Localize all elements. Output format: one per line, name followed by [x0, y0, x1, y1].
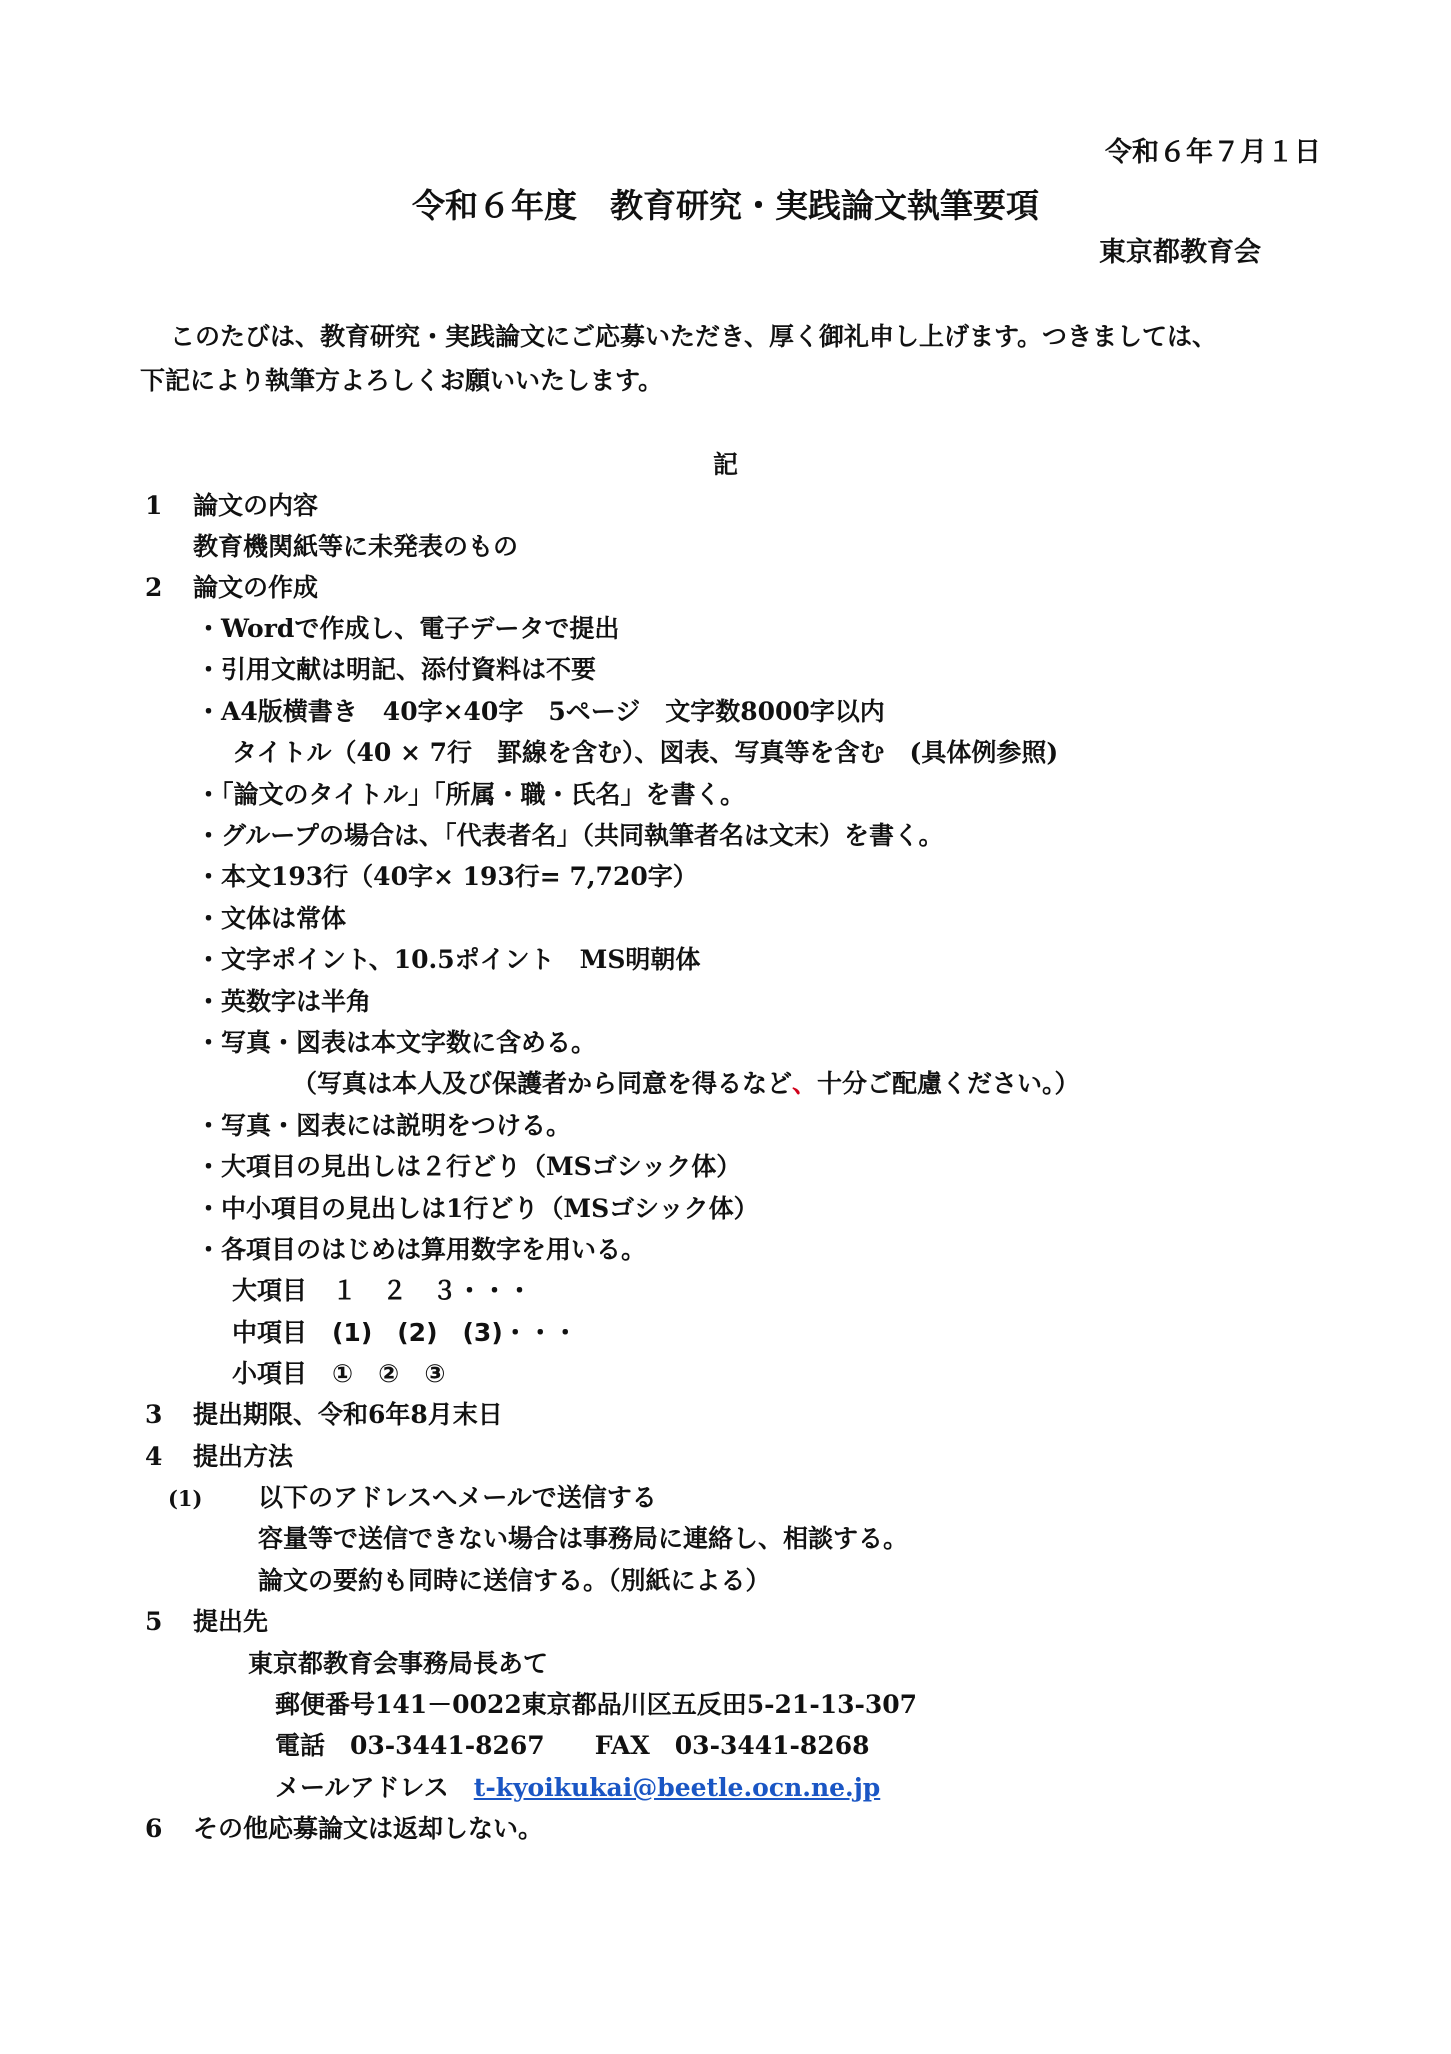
list-item: ・引用文献は明記、添付資料は不要	[196, 655, 597, 684]
document-title: 令和６年度 教育研究・実践論文執筆要項	[412, 186, 1039, 225]
email-link[interactable]: t-kyoikukai@beetle.ocn.ne.jp	[473, 1773, 881, 1802]
note-text: （写真は本人及び保護者から同意を得るなど	[292, 1069, 793, 1098]
submission-line: 容量等で送信できない場合は事務局に連絡し、相談する。	[258, 1524, 909, 1553]
red-comma: 、	[792, 1069, 818, 1098]
list-item: ・本文193行（40字× 193行= 7,720字）	[196, 862, 698, 891]
section-4-number: 4	[145, 1442, 163, 1471]
list-item: ・Wordで作成し、電子データで提出	[196, 614, 620, 643]
section-3-number: 3	[145, 1400, 163, 1429]
section-1-heading: 論文の内容	[193, 491, 319, 520]
list-item: ・各項目のはじめは算用数字を用いる。	[196, 1235, 647, 1264]
section-5-number: 5	[145, 1607, 163, 1636]
submission-line: 以下のアドレスへメールで送信する	[258, 1483, 657, 1512]
organization-name: 東京都教育会	[1099, 237, 1261, 268]
section-5-heading: 提出先	[193, 1607, 269, 1636]
list-item: ・写真・図表は本文字数に含める。	[196, 1028, 597, 1057]
intro-line-2: 下記により執筆方よろしくお願いいたします。	[140, 366, 664, 395]
section-2-heading: 論文の作成	[193, 573, 319, 602]
list-item: ・A4版横書き 40字×40字 5ページ 文字数8000字以内	[196, 697, 885, 726]
intro-line-1: このたびは、教育研究・実践論文にご応募いただき、厚く御礼申し上げます。つきましては、	[170, 322, 1218, 351]
section-2-number: 2	[145, 573, 163, 602]
subsection-number: (1)	[168, 1486, 203, 1511]
note-text: 十分ご配慮ください。）	[817, 1069, 1080, 1098]
section-3-text: 提出期限、令和6年8月末日	[193, 1400, 503, 1429]
list-item: ・英数字は半角	[196, 987, 372, 1016]
heading-level-middle: 中項目 (1) (2) (3)・・・	[232, 1318, 578, 1347]
photo-consent-note	[292, 1069, 1080, 1099]
list-item: ・写真・図表には説明をつける。	[196, 1111, 572, 1140]
phone-fax: 電話 03-3441-8267 FAX 03-3441-8268	[275, 1731, 870, 1760]
postal-address: 郵便番号141－0022東京都品川区五反田5-21-13-307	[275, 1690, 918, 1719]
document-date: 令和６年７月１日	[1105, 137, 1321, 168]
submission-line: 論文の要約も同時に送信する。（別紙による）	[258, 1566, 771, 1595]
section-6-number: 6	[145, 1814, 163, 1843]
list-item: ・「論文のタイトル」「所属・職・氏名」を書く。	[196, 780, 746, 809]
list-item: ・グループの場合は、「代表者名」（共同執筆者名は文末）を書く。	[196, 821, 944, 850]
list-item: ・中小項目の見出しは1行どり（MSゴシック体）	[196, 1194, 759, 1223]
section-1-number: 1	[145, 491, 163, 520]
heading-level-minor: 小項目 ① ② ③	[232, 1359, 446, 1388]
email-label: メールアドレス	[275, 1773, 474, 1802]
section-6-text: その他応募論文は返却しない。	[193, 1814, 544, 1843]
addressee: 東京都教育会事務局長あて	[248, 1649, 549, 1678]
list-item: タイトル（40 × 7行 罫線を含む）、図表、写真等を含む (具体例参照)	[232, 738, 1059, 767]
list-item: ・文体は常体	[196, 904, 347, 933]
email-line	[275, 1773, 880, 1803]
list-item: ・文字ポイント、10.5ポイント MS明朝体	[196, 945, 701, 974]
list-item: ・大項目の見出しは２行どり（MSゴシック体）	[196, 1152, 742, 1181]
ki-heading: 記	[712, 450, 738, 479]
heading-level-major: 大項目 １ ２ ３・・・	[232, 1276, 533, 1305]
section-1-body: 教育機関紙等に未発表のもの	[193, 532, 519, 561]
section-4-heading: 提出方法	[193, 1442, 294, 1471]
